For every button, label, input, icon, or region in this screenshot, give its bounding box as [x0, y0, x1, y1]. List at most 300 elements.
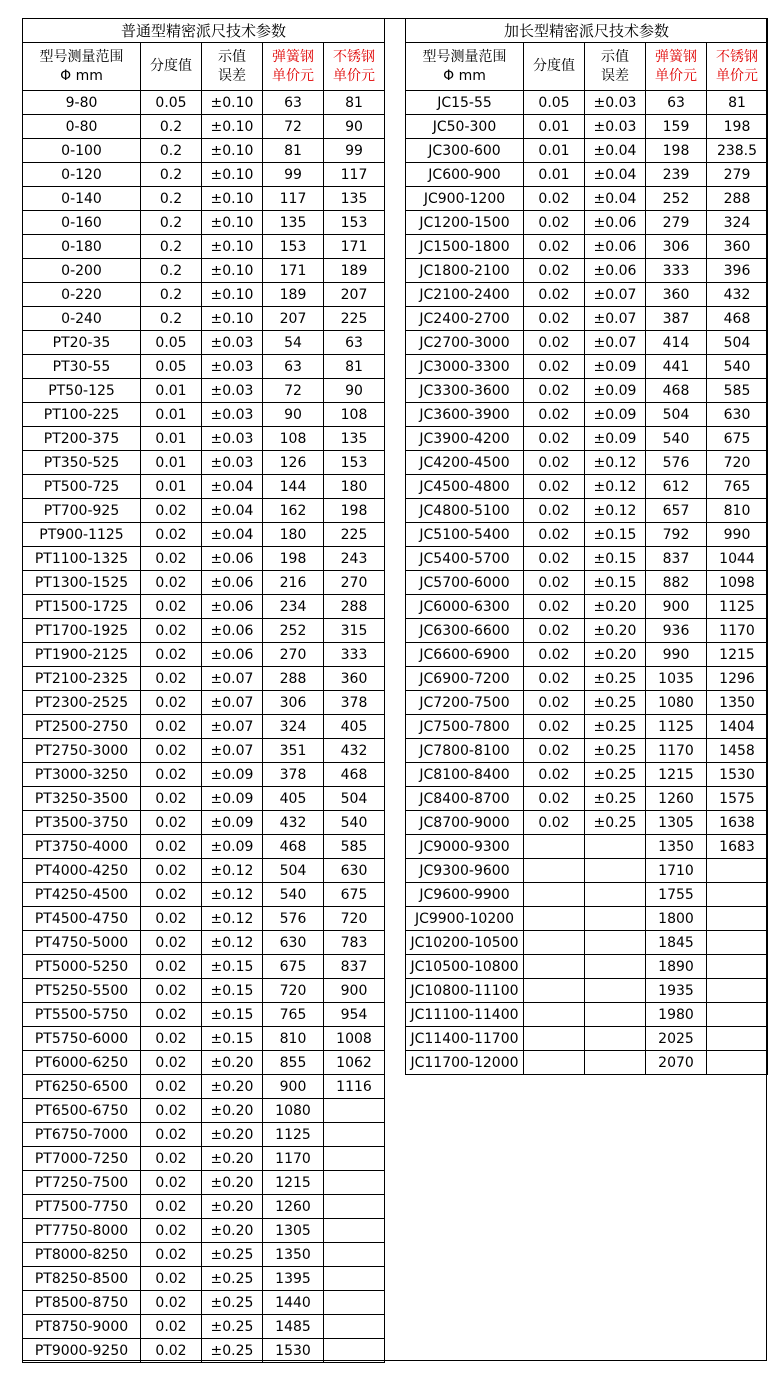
cell-error: ±0.12: [202, 907, 263, 931]
table-row: [406, 475, 768, 499]
table-row: [23, 1315, 385, 1339]
table-row: [23, 451, 385, 475]
cell-division: [524, 859, 585, 883]
cell-stainless-price: 171: [324, 235, 385, 259]
cell-stainless-price: 378: [324, 691, 385, 715]
cell-stainless-price: 810: [707, 499, 768, 523]
cell-stainless-price: 1062: [324, 1051, 385, 1075]
cell-model: PT1900-2125: [23, 643, 141, 667]
table-row: [406, 595, 768, 619]
cell-division: [524, 955, 585, 979]
cell-error: ±0.15: [202, 1027, 263, 1051]
cell-model: JC3000-3300: [406, 355, 524, 379]
cell-spring-price: 216: [263, 571, 324, 595]
cell-division: 0.2: [141, 163, 202, 187]
table-row: [23, 187, 385, 211]
cell-spring-price: 432: [263, 811, 324, 835]
table-row: [23, 667, 385, 691]
cell-division: 0.2: [141, 235, 202, 259]
cell-error: ±0.25: [202, 1339, 263, 1363]
table-row: [23, 1147, 385, 1171]
cell-division: 0.02: [524, 451, 585, 475]
table-row: [23, 283, 385, 307]
cell-stainless-price: [324, 1099, 385, 1123]
header-error: 示值 误差: [585, 43, 646, 91]
cell-error: ±0.25: [202, 1243, 263, 1267]
cell-error: ±0.20: [585, 643, 646, 667]
cell-error: ±0.15: [202, 955, 263, 979]
cell-spring-price: 468: [646, 379, 707, 403]
table-row: [23, 691, 385, 715]
cell-spring-price: 1350: [646, 835, 707, 859]
cell-model: PT4250-4500: [23, 883, 141, 907]
cell-model: JC9000-9300: [406, 835, 524, 859]
cell-division: 0.01: [141, 427, 202, 451]
cell-error: ±0.06: [585, 259, 646, 283]
cell-stainless-price: 238.5: [707, 139, 768, 163]
table-row: [23, 211, 385, 235]
cell-division: 0.02: [141, 523, 202, 547]
table-row: [406, 403, 768, 427]
cell-stainless-price: 288: [707, 187, 768, 211]
cell-division: 0.02: [524, 619, 585, 643]
cell-error: ±0.09: [202, 835, 263, 859]
table-row: [406, 1051, 768, 1075]
cell-spring-price: 72: [263, 115, 324, 139]
cell-error: ±0.10: [202, 259, 263, 283]
table-row: [23, 859, 385, 883]
cell-division: [524, 979, 585, 1003]
cell-spring-price: 1305: [646, 811, 707, 835]
cell-model: PT3250-3500: [23, 787, 141, 811]
cell-error: ±0.06: [202, 547, 263, 571]
cell-spring-price: 1350: [263, 1243, 324, 1267]
cell-division: 0.02: [524, 379, 585, 403]
cell-error: ±0.09: [585, 355, 646, 379]
table-row: [23, 1075, 385, 1099]
cell-error: ±0.03: [202, 427, 263, 451]
table-row: [23, 979, 385, 1003]
table-body: [406, 91, 768, 1075]
table-row: [23, 163, 385, 187]
cell-stainless-price: 1350: [707, 691, 768, 715]
cell-error: ±0.12: [585, 499, 646, 523]
table-row: [23, 403, 385, 427]
cell-model: PT4500-4750: [23, 907, 141, 931]
cell-spring-price: 1215: [263, 1171, 324, 1195]
cell-division: 0.02: [141, 859, 202, 883]
cell-division: 0.02: [141, 1267, 202, 1291]
cell-model: JC8400-8700: [406, 787, 524, 811]
cell-error: [585, 955, 646, 979]
cell-stainless-price: 135: [324, 187, 385, 211]
cell-error: ±0.12: [202, 859, 263, 883]
cell-error: ±0.15: [585, 547, 646, 571]
cell-stainless-price: 468: [707, 307, 768, 331]
table-row: [406, 883, 768, 907]
cell-stainless-price: 675: [707, 427, 768, 451]
table-row: [23, 619, 385, 643]
cell-model: PT8750-9000: [23, 1315, 141, 1339]
cell-spring-price: 270: [263, 643, 324, 667]
cell-stainless-price: 585: [324, 835, 385, 859]
cell-error: ±0.20: [585, 619, 646, 643]
table-row: [406, 715, 768, 739]
table-row: [23, 235, 385, 259]
table-row: [406, 691, 768, 715]
cell-spring-price: 1035: [646, 667, 707, 691]
cell-division: 0.02: [141, 715, 202, 739]
cell-model: JC4800-5100: [406, 499, 524, 523]
cell-division: 0.02: [141, 931, 202, 955]
cell-error: ±0.07: [202, 667, 263, 691]
cell-division: 0.02: [524, 547, 585, 571]
cell-model: 0-100: [23, 139, 141, 163]
cell-division: [524, 1003, 585, 1027]
cell-spring-price: 159: [646, 115, 707, 139]
cell-error: ±0.10: [202, 235, 263, 259]
table-row: [406, 427, 768, 451]
cell-error: ±0.20: [585, 595, 646, 619]
cell-spring-price: 1800: [646, 907, 707, 931]
cell-error: ±0.12: [202, 931, 263, 955]
cell-stainless-price: 108: [324, 403, 385, 427]
cell-division: 0.01: [141, 379, 202, 403]
cell-error: ±0.09: [585, 427, 646, 451]
cell-division: 0.02: [141, 811, 202, 835]
cell-stainless-price: 1530: [707, 763, 768, 787]
cell-division: 0.02: [141, 1339, 202, 1363]
cell-spring-price: 2070: [646, 1051, 707, 1075]
cell-stainless-price: 1296: [707, 667, 768, 691]
cell-division: 0.05: [141, 91, 202, 115]
table-row: [23, 1171, 385, 1195]
cell-stainless-price: 180: [324, 475, 385, 499]
table-row: [406, 859, 768, 883]
table-row: [406, 763, 768, 787]
cell-model: PT7500-7750: [23, 1195, 141, 1219]
cell-spring-price: 1260: [646, 787, 707, 811]
table-row: [23, 643, 385, 667]
table-row: [23, 811, 385, 835]
cell-error: ±0.09: [202, 787, 263, 811]
table-title: 普通型精密派尺技术参数: [23, 19, 385, 43]
cell-stainless-price: [324, 1219, 385, 1243]
cell-spring-price: 63: [263, 355, 324, 379]
cell-model: PT4000-4250: [23, 859, 141, 883]
cell-model: PT5500-5750: [23, 1003, 141, 1027]
cell-stainless-price: 360: [707, 235, 768, 259]
cell-stainless-price: 99: [324, 139, 385, 163]
cell-division: 0.02: [524, 331, 585, 355]
table-row: [406, 451, 768, 475]
cell-division: 0.02: [141, 835, 202, 859]
table-row: [406, 907, 768, 931]
cell-error: ±0.10: [202, 187, 263, 211]
table-body: [23, 91, 385, 1363]
cell-model: JC11400-11700: [406, 1027, 524, 1051]
cell-stainless-price: 675: [324, 883, 385, 907]
cell-error: ±0.20: [202, 1195, 263, 1219]
table-row: [406, 259, 768, 283]
cell-model: JC1500-1800: [406, 235, 524, 259]
table-row: [406, 547, 768, 571]
cell-spring-price: 1215: [646, 763, 707, 787]
table-row: [406, 979, 768, 1003]
table-row: [23, 1267, 385, 1291]
cell-stainless-price: [324, 1195, 385, 1219]
cell-error: ±0.04: [202, 523, 263, 547]
cell-model: JC6300-6600: [406, 619, 524, 643]
cell-spring-price: 360: [646, 283, 707, 307]
cell-model: JC1200-1500: [406, 211, 524, 235]
cell-spring-price: 239: [646, 163, 707, 187]
table-row: [23, 1219, 385, 1243]
cell-stainless-price: 396: [707, 259, 768, 283]
cell-model: JC6900-7200: [406, 667, 524, 691]
table-row: [23, 739, 385, 763]
table-row: [23, 715, 385, 739]
cell-model: JC2700-3000: [406, 331, 524, 355]
cell-stainless-price: 432: [707, 283, 768, 307]
cell-stainless-price: 198: [707, 115, 768, 139]
cell-error: ±0.10: [202, 115, 263, 139]
cell-model: 0-220: [23, 283, 141, 307]
table-row: [406, 499, 768, 523]
cell-model: PT7750-8000: [23, 1219, 141, 1243]
cell-spring-price: 162: [263, 499, 324, 523]
cell-spring-price: 1395: [263, 1267, 324, 1291]
cell-spring-price: 99: [263, 163, 324, 187]
cell-model: JC5400-5700: [406, 547, 524, 571]
cell-stainless-price: [324, 1315, 385, 1339]
cell-error: ±0.07: [202, 739, 263, 763]
cell-division: 0.01: [524, 139, 585, 163]
cell-division: [524, 883, 585, 907]
cell-spring-price: 1890: [646, 955, 707, 979]
cell-error: ±0.09: [202, 763, 263, 787]
cell-model: JC2100-2400: [406, 283, 524, 307]
cell-model: JC3900-4200: [406, 427, 524, 451]
cell-model: PT5750-6000: [23, 1027, 141, 1051]
cell-stainless-price: 1170: [707, 619, 768, 643]
table-row: [23, 1027, 385, 1051]
cell-stainless-price: 504: [324, 787, 385, 811]
cell-spring-price: 2025: [646, 1027, 707, 1051]
cell-division: 0.01: [141, 451, 202, 475]
cell-spring-price: 855: [263, 1051, 324, 1075]
cell-error: ±0.25: [202, 1291, 263, 1315]
cell-model: PT1100-1325: [23, 547, 141, 571]
cell-division: [524, 1051, 585, 1075]
cell-stainless-price: 1575: [707, 787, 768, 811]
cell-stainless-price: 225: [324, 523, 385, 547]
cell-model: JC10800-11100: [406, 979, 524, 1003]
cell-stainless-price: [707, 907, 768, 931]
cell-stainless-price: 153: [324, 451, 385, 475]
cell-division: 0.02: [141, 1315, 202, 1339]
header-model-range: 型号测量范围 Φ mm: [23, 43, 141, 91]
table-row: [23, 907, 385, 931]
header-division: 分度值: [141, 43, 202, 91]
cell-stainless-price: 1116: [324, 1075, 385, 1099]
cell-stainless-price: 954: [324, 1003, 385, 1027]
cell-division: 0.05: [141, 331, 202, 355]
table-row: [23, 1291, 385, 1315]
cell-spring-price: 630: [263, 931, 324, 955]
cell-stainless-price: 504: [707, 331, 768, 355]
cell-model: PT30-55: [23, 355, 141, 379]
cell-stainless-price: [707, 859, 768, 883]
cell-error: ±0.12: [585, 451, 646, 475]
cell-stainless-price: 63: [324, 331, 385, 355]
cell-model: 9-80: [23, 91, 141, 115]
table-row: [406, 115, 768, 139]
cell-division: 0.02: [141, 1147, 202, 1171]
cell-spring-price: 576: [263, 907, 324, 931]
table-row: [406, 355, 768, 379]
cell-model: JC9600-9900: [406, 883, 524, 907]
cell-division: 0.02: [141, 979, 202, 1003]
cell-spring-price: 1530: [263, 1339, 324, 1363]
table-row: [23, 307, 385, 331]
cell-division: 0.01: [524, 115, 585, 139]
cell-model: PT350-525: [23, 451, 141, 475]
table-row: [406, 787, 768, 811]
cell-spring-price: 252: [646, 187, 707, 211]
table-row: [23, 835, 385, 859]
cell-stainless-price: 1125: [707, 595, 768, 619]
cell-stainless-price: 1683: [707, 835, 768, 859]
cell-stainless-price: 900: [324, 979, 385, 1003]
cell-division: 0.02: [141, 547, 202, 571]
cell-spring-price: 1440: [263, 1291, 324, 1315]
cell-spring-price: 117: [263, 187, 324, 211]
cell-model: PT3750-4000: [23, 835, 141, 859]
cell-division: 0.02: [524, 499, 585, 523]
cell-stainless-price: 468: [324, 763, 385, 787]
cell-model: JC11700-12000: [406, 1051, 524, 1075]
cell-spring-price: 1305: [263, 1219, 324, 1243]
cell-stainless-price: 279: [707, 163, 768, 187]
table-row: [23, 379, 385, 403]
table-row: [406, 235, 768, 259]
cell-model: PT8250-8500: [23, 1267, 141, 1291]
table-row: [406, 835, 768, 859]
cell-stainless-price: 630: [707, 403, 768, 427]
cell-spring-price: 1170: [263, 1147, 324, 1171]
cell-stainless-price: 243: [324, 547, 385, 571]
cell-model: JC50-300: [406, 115, 524, 139]
cell-stainless-price: [707, 931, 768, 955]
cell-spring-price: 387: [646, 307, 707, 331]
cell-division: 0.02: [524, 715, 585, 739]
cell-stainless-price: [707, 883, 768, 907]
cell-error: ±0.06: [585, 211, 646, 235]
cell-model: JC1800-2100: [406, 259, 524, 283]
cell-stainless-price: 540: [324, 811, 385, 835]
cell-model: JC11100-11400: [406, 1003, 524, 1027]
cell-division: 0.2: [141, 187, 202, 211]
cell-division: 0.02: [524, 811, 585, 835]
table-row: [406, 1003, 768, 1027]
cell-stainless-price: 783: [324, 931, 385, 955]
cell-model: PT50-125: [23, 379, 141, 403]
cell-spring-price: 306: [646, 235, 707, 259]
table-row: [23, 595, 385, 619]
cell-division: 0.05: [524, 91, 585, 115]
cell-stainless-price: 1044: [707, 547, 768, 571]
table-row: [406, 571, 768, 595]
cell-stainless-price: [324, 1171, 385, 1195]
cell-division: 0.02: [141, 883, 202, 907]
table-row: [23, 1123, 385, 1147]
cell-stainless-price: 315: [324, 619, 385, 643]
cell-stainless-price: [707, 1051, 768, 1075]
cell-spring-price: 324: [263, 715, 324, 739]
cell-stainless-price: [324, 1339, 385, 1363]
cell-error: ±0.03: [585, 91, 646, 115]
cell-spring-price: 180: [263, 523, 324, 547]
cell-division: 0.02: [524, 667, 585, 691]
table-row: [23, 355, 385, 379]
table-row: [406, 739, 768, 763]
cell-error: ±0.25: [585, 691, 646, 715]
cell-division: 0.02: [141, 619, 202, 643]
cell-stainless-price: 189: [324, 259, 385, 283]
cell-error: ±0.03: [202, 355, 263, 379]
cell-stainless-price: 1404: [707, 715, 768, 739]
cell-spring-price: 333: [646, 259, 707, 283]
cell-stainless-price: [707, 979, 768, 1003]
cell-error: ±0.07: [202, 691, 263, 715]
cell-spring-price: 1170: [646, 739, 707, 763]
cell-division: 0.02: [524, 259, 585, 283]
cell-model: PT1700-1925: [23, 619, 141, 643]
cell-division: 0.02: [141, 1171, 202, 1195]
cell-error: ±0.10: [202, 307, 263, 331]
cell-model: JC300-600: [406, 139, 524, 163]
cell-error: ±0.25: [202, 1267, 263, 1291]
cell-error: ±0.04: [585, 139, 646, 163]
cell-division: 0.02: [524, 403, 585, 427]
table-row: [23, 547, 385, 571]
cell-spring-price: 189: [263, 283, 324, 307]
cell-model: JC6600-6900: [406, 643, 524, 667]
cell-division: 0.2: [141, 259, 202, 283]
cell-model: JC10500-10800: [406, 955, 524, 979]
cell-stainless-price: 324: [707, 211, 768, 235]
cell-division: 0.02: [141, 571, 202, 595]
header-spring-steel-price: 弹簧钢 单价元: [263, 43, 324, 91]
cell-stainless-price: 837: [324, 955, 385, 979]
cell-error: ±0.04: [585, 187, 646, 211]
cell-model: PT6250-6500: [23, 1075, 141, 1099]
cell-division: 0.02: [141, 907, 202, 931]
cell-model: JC7200-7500: [406, 691, 524, 715]
cell-division: 0.02: [141, 643, 202, 667]
cell-model: PT1300-1525: [23, 571, 141, 595]
table-row: [23, 931, 385, 955]
cell-spring-price: 1845: [646, 931, 707, 955]
cell-division: 0.02: [141, 1051, 202, 1075]
cell-division: 0.01: [524, 163, 585, 187]
cell-spring-price: 414: [646, 331, 707, 355]
table-row: [23, 1339, 385, 1363]
table-row: [23, 259, 385, 283]
cell-spring-price: 198: [646, 139, 707, 163]
cell-spring-price: 207: [263, 307, 324, 331]
